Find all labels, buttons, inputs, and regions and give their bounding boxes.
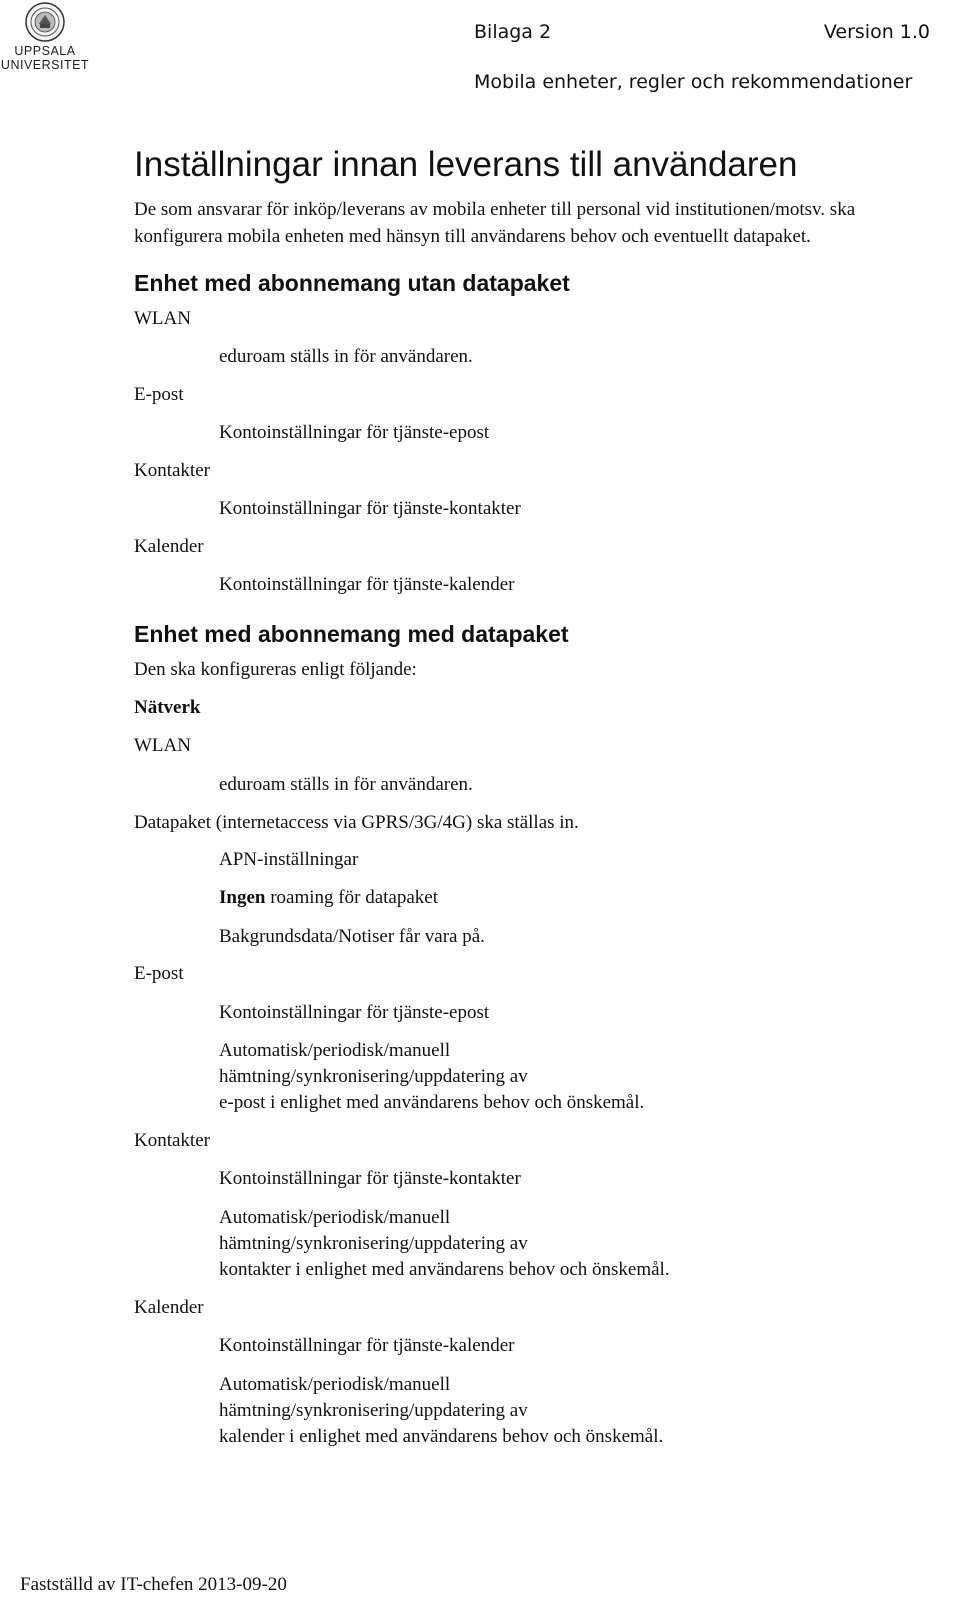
header-subtitle: Mobila enheter, regler och rekommendationer: [474, 71, 913, 93]
s2-kontakter-sync2: hämtning/synkronisering/uppdatering av: [219, 1233, 528, 1254]
s2-kalender-sync3: kalender i enlighet med användarens behov och önskemål.: [219, 1426, 664, 1447]
s2-kalender-sync2: hämtning/synkronisering/uppdatering av: [219, 1400, 528, 1421]
s2-apn: APN-inställningar: [219, 849, 359, 870]
intro-line1: De som ansvarar för inköp/leverans av mobila enheter till personal vid institutionen/motsv. ska: [134, 199, 856, 220]
s2-kontakter-text: Kontoinställningar för tjänste-kontakter: [219, 1168, 521, 1189]
s2-kontakter-sync1: Automatisk/periodisk/manuell: [219, 1207, 451, 1228]
s1-epost-text: Kontoinställningar för tjänste-epost: [219, 422, 490, 443]
section1-heading: Enhet med abonnemang utan datapaket: [134, 270, 570, 296]
s2-roaming-bold: Ingen: [219, 887, 266, 908]
s1-epost-label: E-post: [134, 384, 184, 405]
s1-wlan-label: WLAN: [134, 308, 191, 329]
s2-datapaket: Datapaket (internetaccess via GPRS/3G/4G) ska ställas in.: [134, 812, 579, 833]
page-title: Inställningar innan leverans till användaren: [134, 145, 798, 184]
footer-text: Fastställd av IT-chefen 2013-09-20: [20, 1574, 287, 1595]
s2-epost-label: E-post: [134, 963, 184, 984]
s1-wlan-text: eduroam ställs in för användaren.: [219, 346, 473, 367]
s2-wlan-text: eduroam ställs in för användaren.: [219, 774, 473, 795]
s2-epost-sync3: e-post i enlighet med användarens behov och önskemål.: [219, 1092, 645, 1113]
section2-heading: Enhet med abonnemang med datapaket: [134, 621, 569, 647]
s2-natverk: Nätverk: [134, 697, 201, 718]
s2-epost-text: Kontoinställningar för tjänste-epost: [219, 1002, 490, 1023]
s1-kalender-text: Kontoinställningar för tjänste-kalender: [219, 574, 515, 595]
s2-epost-sync2: hämtning/synkronisering/uppdatering av: [219, 1066, 528, 1087]
university-seal-icon: [25, 2, 65, 42]
s2-roaming: [219, 887, 438, 909]
header-version: Version 1.0: [823, 21, 930, 43]
s2-intro: Den ska konfigureras enligt följande:: [134, 659, 417, 680]
header-bilaga: Bilaga 2: [474, 21, 552, 43]
logo-line2: UNIVERSITET: [0, 58, 90, 72]
s2-bakgrund: Bakgrundsdata/Notiser får vara på.: [219, 926, 485, 947]
s2-kalender-text: Kontoinställningar för tjänste-kalender: [219, 1335, 515, 1356]
logo-line1: UPPSALA: [14, 44, 76, 58]
s2-roaming-rest: roaming för datapaket: [265, 887, 438, 908]
s1-kontakter-text: Kontoinställningar för tjänste-kontakter: [219, 498, 521, 519]
s2-epost-sync1: Automatisk/periodisk/manuell: [219, 1040, 451, 1061]
s2-kontakter-sync3: kontakter i enlighet med användarens behov och önskemål.: [219, 1259, 670, 1280]
s2-kalender-sync1: Automatisk/periodisk/manuell: [219, 1374, 451, 1395]
s2-kalender-label: Kalender: [134, 1297, 204, 1318]
s2-kontakter-label: Kontakter: [134, 1130, 210, 1151]
s2-wlan-label: WLAN: [134, 735, 191, 756]
intro-line2: konfigurera mobila enheten med hänsyn till användarens behov och eventuellt datapaket.: [134, 226, 811, 247]
s1-kalender-label: Kalender: [134, 536, 204, 557]
s1-kontakter-label: Kontakter: [134, 460, 210, 481]
